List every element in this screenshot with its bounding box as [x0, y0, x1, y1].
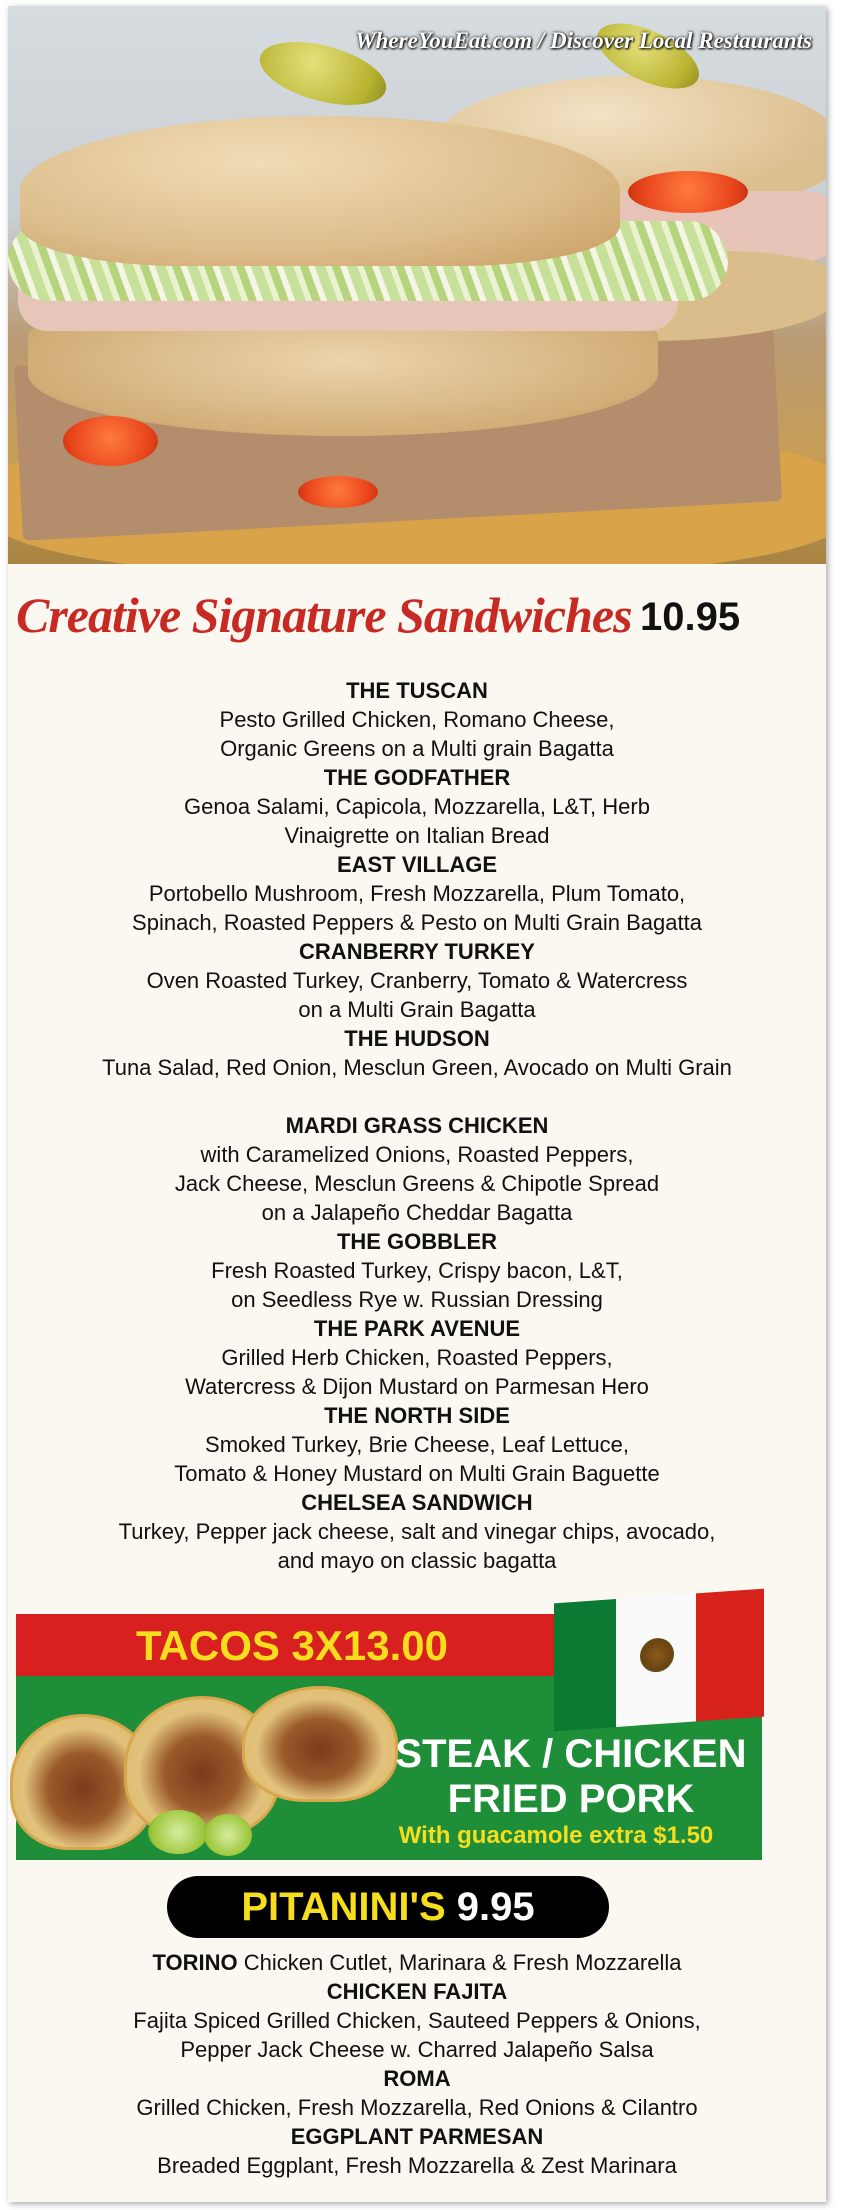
- menu-item-name: TORINO: [152, 1950, 238, 1975]
- menu-item-desc: Portobello Mushroom, Fresh Mozzarella, Plum Tomato,: [148, 881, 686, 906]
- menu-item-name: THE HUDSON: [344, 1026, 490, 1051]
- menu-item-desc: Chicken Cutlet, Marinara & Fresh Mozzarella: [237, 1950, 682, 1975]
- menu-item-name: EGGPLANT PARMESAN: [290, 2124, 544, 2149]
- menu-item-desc: Pesto Grilled Chicken, Romano Cheese,: [219, 707, 615, 732]
- tacos-title: TACOS 3X13.00: [136, 1622, 449, 1669]
- guacamole-extra: With guacamole extra $1.50: [398, 1822, 714, 1849]
- flag-red-stripe: [696, 1589, 764, 1722]
- taco-fillings: [376, 1732, 766, 1822]
- menu-item-desc: Pepper Jack Cheese w. Charred Jalapeño Salsa: [180, 2037, 654, 2062]
- menu-item-desc: on a Multi Grain Bagatta: [298, 997, 536, 1022]
- signature-sandwich-list: [8, 676, 826, 1575]
- menu-item-desc: Vinaigrette on Italian Bread: [284, 823, 550, 848]
- pitanini-title: PITANINI'S: [241, 1885, 446, 1929]
- tomato-garnish: [63, 416, 158, 466]
- menu-item-torino: [8, 1948, 826, 1977]
- flag-green-stripe: [554, 1599, 616, 1731]
- menu-item-name: THE TUSCAN: [346, 678, 488, 703]
- menu-item-name: ROMA: [383, 2066, 451, 2091]
- menu-item-desc: Fajita Spiced Grilled Chicken, Sauteed Peppers & Onions,: [133, 2008, 701, 2033]
- menu-item-desc: Tomato & Honey Mustard on Multi Grain Baguette: [174, 1461, 660, 1486]
- tomato-slice: [628, 171, 748, 213]
- menu-item-desc: with Caramelized Onions, Roasted Peppers,: [200, 1142, 634, 1167]
- menu-item-desc: and mayo on classic bagatta: [277, 1548, 557, 1573]
- menu-item-desc: Organic Greens on a Multi grain Bagatta: [220, 736, 614, 761]
- pitanini-list: [8, 1948, 826, 2180]
- menu-item-desc: Spinach, Roasted Peppers & Pesto on Multi Grain Bagatta: [132, 910, 702, 935]
- menu-item-desc: Turkey, Pepper jack cheese, salt and vinegar chips, avocado,: [118, 1519, 716, 1544]
- taco-fillings-line-2: FRIED PORK: [447, 1777, 695, 1821]
- menu-item-name: EAST VILLAGE: [336, 852, 498, 877]
- menu-item-desc: Genoa Salami, Capicola, Mozzarella, L&T, Herb: [184, 794, 650, 819]
- sandwich-photo: [8, 6, 826, 564]
- lime-wedge: [204, 1814, 252, 1856]
- taco-fillings-line-1: STEAK / CHICKEN: [395, 1732, 747, 1776]
- tacos-banner: [16, 1614, 762, 1860]
- menu-item-desc: Smoked Turkey, Brie Cheese, Leaf Lettuce,: [205, 1432, 629, 1457]
- menu-item-desc: Watercress & Dijon Mustard on Parmesan Hero: [185, 1374, 649, 1399]
- menu-item-desc: Jack Cheese, Mesclun Greens & Chipotle Spread: [174, 1171, 660, 1196]
- menu-item-name: THE NORTH SIDE: [324, 1403, 510, 1428]
- menu-item-name: CHELSEA SANDWICH: [301, 1490, 533, 1515]
- sandwich-top-bread: [20, 116, 620, 266]
- tomato-garnish: [298, 476, 378, 508]
- spacer: [8, 1082, 826, 1111]
- menu-item-desc: on a Jalapeño Cheddar Bagatta: [261, 1200, 573, 1225]
- menu-item-desc: on Seedless Rye w. Russian Dressing: [231, 1287, 603, 1312]
- menu-item-desc: Oven Roasted Turkey, Cranberry, Tomato & Watercress: [146, 968, 688, 993]
- menu-item-name: CHICKEN FAJITA: [326, 1979, 508, 2004]
- menu-item-name: THE GODFATHER: [323, 765, 511, 790]
- menu-item-name: THE GOBBLER: [336, 1229, 498, 1254]
- pitanini-price: 9.95: [456, 1885, 535, 1929]
- watermark: WhereYouEat.com / Discover Local Restaurants: [355, 28, 812, 53]
- pitanini-heading: [167, 1876, 609, 1938]
- menu-item-desc: Tuna Salad, Red Onion, Mesclun Green, Avocado on Multi Grain: [102, 1055, 732, 1080]
- mexican-flag-icon: [554, 1589, 764, 1732]
- taco-image: [242, 1686, 398, 1802]
- lime-wedge: [148, 1810, 208, 1854]
- menu-item-desc: Breaded Eggplant, Fresh Mozzarella & Zest Marinara: [157, 2153, 677, 2178]
- menu-item-name: CRANBERRY TURKEY: [299, 939, 535, 964]
- menu-page: [8, 6, 826, 2202]
- section-title: Creative Signature Sandwiches: [16, 587, 632, 643]
- menu-item-desc: Grilled Herb Chicken, Roasted Peppers,: [221, 1345, 613, 1370]
- menu-item-name: THE PARK AVENUE: [313, 1316, 521, 1341]
- section-price: 10.95: [640, 595, 741, 639]
- menu-item-desc: Grilled Chicken, Fresh Mozzarella, Red Onions & Cilantro: [136, 2095, 698, 2120]
- menu-item-desc: Fresh Roasted Turkey, Crispy bacon, L&T,: [211, 1258, 623, 1283]
- menu-item-name: MARDI GRASS CHICKEN: [285, 1113, 549, 1138]
